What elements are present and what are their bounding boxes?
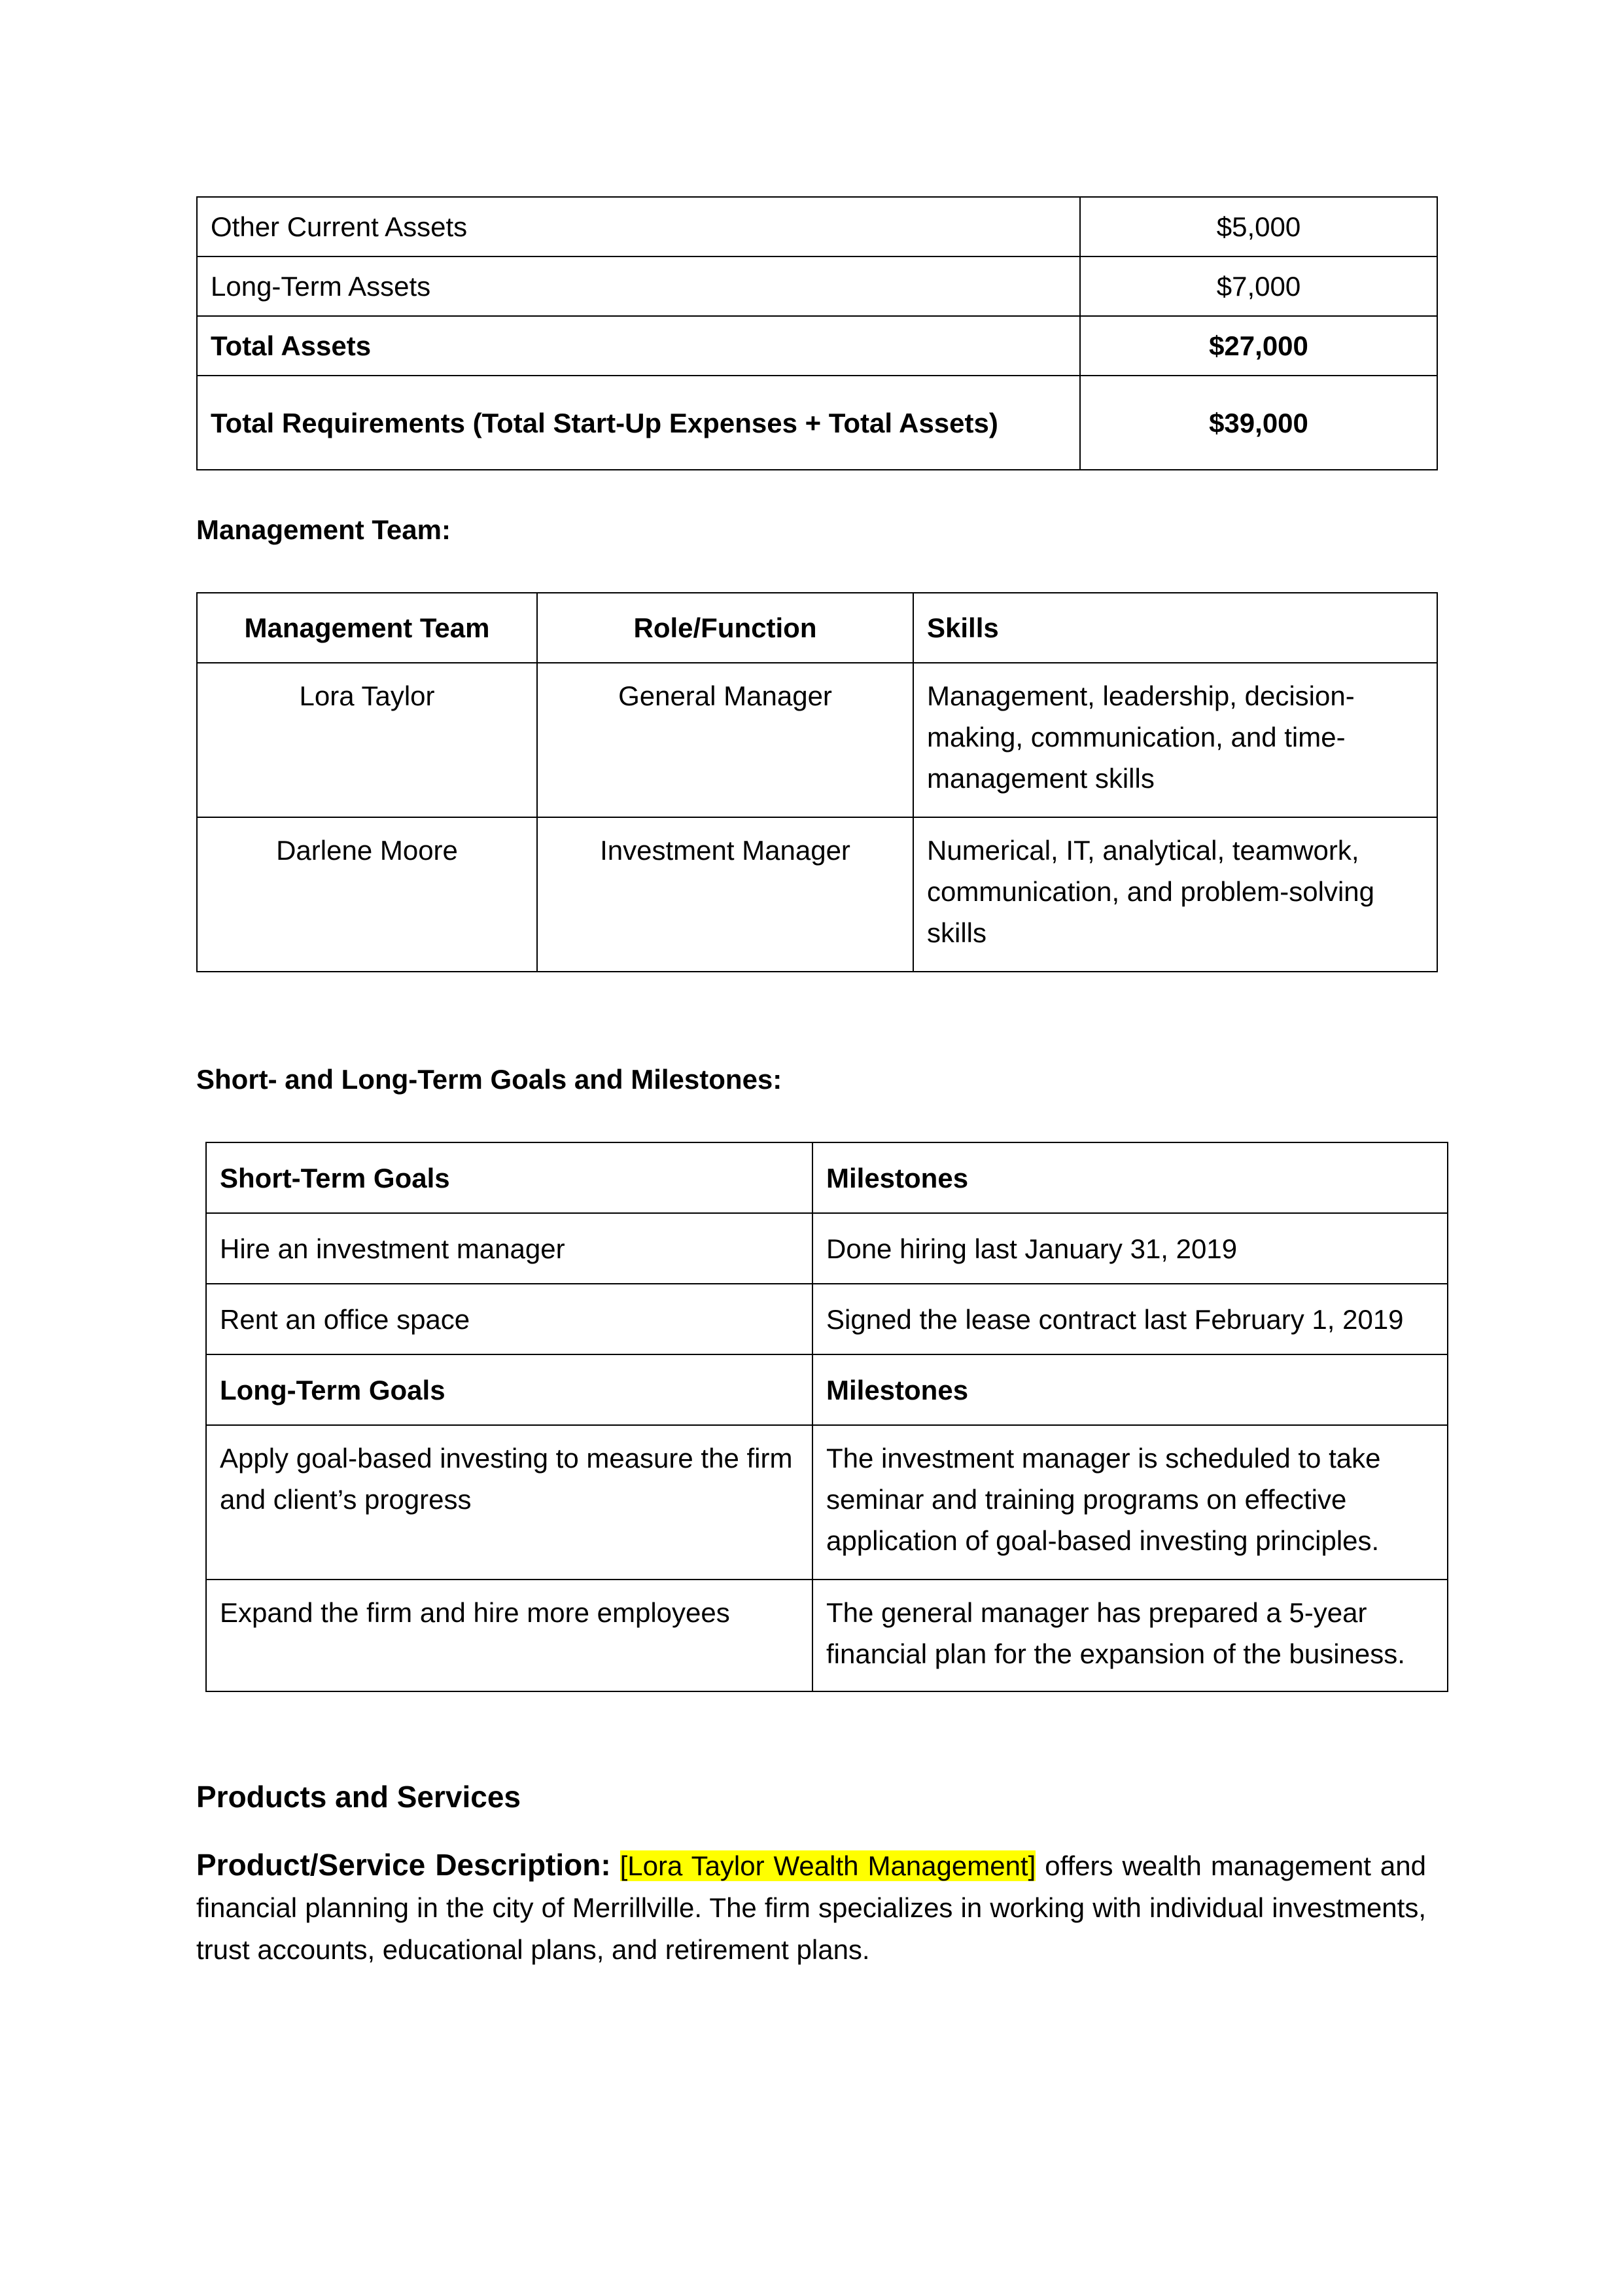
asset-value: $39,000 <box>1080 376 1437 470</box>
table-row <box>197 376 1437 470</box>
goals-heading: Short- and Long-Term Goals and Milestones: <box>196 1064 782 1095</box>
product-description <box>196 1844 1426 1971</box>
description-lead: Product/Service Description: <box>196 1848 611 1882</box>
asset-value: $5,000 <box>1080 197 1437 256</box>
asset-label: Total Assets <box>197 316 1080 376</box>
short-term-goals-header: Short-Term Goals <box>206 1142 812 1213</box>
company-name-highlight: [Lora Taylor Wealth Management] <box>620 1850 1036 1881</box>
table-row <box>197 663 1437 817</box>
asset-value: $7,000 <box>1080 256 1437 316</box>
goal-cell: Hire an investment manager <box>206 1213 812 1284</box>
table-row <box>197 316 1437 376</box>
management-table <box>196 592 1438 972</box>
column-header: Management Team <box>197 593 537 663</box>
assets-table <box>196 196 1438 470</box>
team-member-skills: Numerical, IT, analytical, teamwork, communication, and problem-solving skills <box>913 817 1437 972</box>
team-member-name: Lora Taylor <box>197 663 537 817</box>
products-services-title: Products and Services <box>196 1780 521 1814</box>
table-row <box>206 1580 1448 1691</box>
milestone-cell: Done hiring last January 31, 2019 <box>812 1213 1448 1284</box>
milestones-header: Milestones <box>812 1354 1448 1425</box>
goal-cell: Apply goal-based investing to measure the firm and client’s progress <box>206 1425 812 1580</box>
team-member-role: General Manager <box>537 663 913 817</box>
management-heading: Management Team: <box>196 514 451 545</box>
description-body: offers wealth management and financial planning in the city of Merrillville. The firm specializes in working with individual investments, trust accounts, educational plans, and retirement plans. <box>196 1850 1426 1965</box>
table-row <box>197 256 1437 316</box>
milestone-cell: The investment manager is scheduled to take seminar and training programs on effective application of goal-based investing principles. <box>812 1425 1448 1580</box>
milestones-header: Milestones <box>812 1142 1448 1213</box>
table-row <box>206 1284 1448 1354</box>
table-row <box>197 197 1437 256</box>
milestone-cell: The general manager has prepared a 5-year financial plan for the expansion of the business. <box>812 1580 1448 1691</box>
table-header-row <box>197 593 1437 663</box>
team-member-skills: Management, leadership, decision-making, communication, and time-management skills <box>913 663 1437 817</box>
table-row <box>197 817 1437 972</box>
asset-value: $27,000 <box>1080 316 1437 376</box>
table-header-row <box>206 1354 1448 1425</box>
goal-cell: Rent an office space <box>206 1284 812 1354</box>
column-header: Role/Function <box>537 593 913 663</box>
team-member-name: Darlene Moore <box>197 817 537 972</box>
asset-label: Long-Term Assets <box>197 256 1080 316</box>
team-member-role: Investment Manager <box>537 817 913 972</box>
asset-label: Total Requirements (Total Start-Up Expenses + Total Assets) <box>197 376 1080 470</box>
goal-cell: Expand the firm and hire more employees <box>206 1580 812 1691</box>
table-row <box>206 1425 1448 1580</box>
table-header-row <box>206 1142 1448 1213</box>
milestone-cell: Signed the lease contract last February 1, 2019 <box>812 1284 1448 1354</box>
table-row <box>206 1213 1448 1284</box>
column-header: Skills <box>913 593 1437 663</box>
goals-table <box>205 1142 1448 1692</box>
asset-label: Other Current Assets <box>197 197 1080 256</box>
long-term-goals-header: Long-Term Goals <box>206 1354 812 1425</box>
